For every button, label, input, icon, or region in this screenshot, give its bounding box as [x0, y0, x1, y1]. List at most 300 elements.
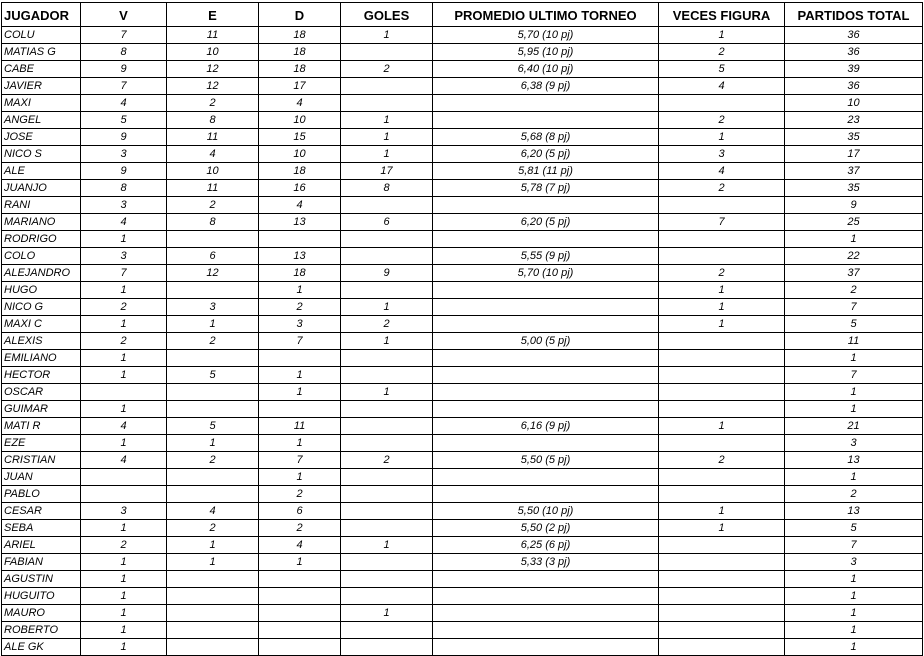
- cell-v: 8: [81, 180, 167, 197]
- cell-promedio: 6,38 (9 pj): [433, 78, 659, 95]
- cell-jugador: MAXI: [2, 95, 81, 112]
- cell-jugador: CRISTIAN: [2, 452, 81, 469]
- cell-e: [167, 282, 259, 299]
- table-row: [2, 299, 923, 316]
- cell-v: 7: [81, 27, 167, 44]
- cell-partidos-total: 3: [785, 435, 923, 452]
- cell-v: 4: [81, 418, 167, 435]
- cell-d: 1: [259, 384, 341, 401]
- cell-e: [167, 639, 259, 656]
- cell-v: 4: [81, 214, 167, 231]
- cell-v: 1: [81, 316, 167, 333]
- cell-jugador: EMILIANO: [2, 350, 81, 367]
- cell-veces-figura: [659, 435, 785, 452]
- cell-promedio: [433, 435, 659, 452]
- cell-veces-figura: 4: [659, 78, 785, 95]
- cell-goles: [341, 78, 433, 95]
- cell-d: 1: [259, 469, 341, 486]
- cell-d: 1: [259, 435, 341, 452]
- cell-d: 4: [259, 537, 341, 554]
- cell-v: 4: [81, 95, 167, 112]
- cell-e: 12: [167, 265, 259, 282]
- cell-e: 2: [167, 333, 259, 350]
- cell-veces-figura: 3: [659, 146, 785, 163]
- table-row: [2, 452, 923, 469]
- cell-partidos-total: 37: [785, 163, 923, 180]
- cell-partidos-total: 1: [785, 605, 923, 622]
- cell-partidos-total: 13: [785, 503, 923, 520]
- header-partidos-total: PARTIDOS TOTAL: [785, 3, 923, 27]
- table-row: [2, 401, 923, 418]
- cell-goles: 1: [341, 146, 433, 163]
- cell-promedio: 5,55 (9 pj): [433, 248, 659, 265]
- cell-promedio: 5,81 (11 pj): [433, 163, 659, 180]
- cell-goles: [341, 571, 433, 588]
- cell-veces-figura: [659, 571, 785, 588]
- cell-veces-figura: 1: [659, 503, 785, 520]
- cell-veces-figura: [659, 350, 785, 367]
- cell-e: 1: [167, 316, 259, 333]
- cell-jugador: ANGEL: [2, 112, 81, 129]
- header-e: E: [167, 3, 259, 27]
- cell-goles: [341, 639, 433, 656]
- cell-jugador: RANI: [2, 197, 81, 214]
- cell-e: [167, 622, 259, 639]
- cell-veces-figura: [659, 231, 785, 248]
- cell-e: 12: [167, 78, 259, 95]
- cell-e: [167, 469, 259, 486]
- cell-veces-figura: [659, 333, 785, 350]
- cell-partidos-total: 25: [785, 214, 923, 231]
- cell-veces-figura: [659, 486, 785, 503]
- table-row: [2, 180, 923, 197]
- cell-veces-figura: [659, 248, 785, 265]
- cell-goles: [341, 350, 433, 367]
- cell-v: 3: [81, 503, 167, 520]
- cell-d: [259, 639, 341, 656]
- table-row: [2, 486, 923, 503]
- cell-partidos-total: 36: [785, 78, 923, 95]
- cell-promedio: 5,00 (5 pj): [433, 333, 659, 350]
- cell-jugador: MATIAS G: [2, 44, 81, 61]
- cell-veces-figura: 2: [659, 452, 785, 469]
- table-row: [2, 639, 923, 656]
- cell-v: 8: [81, 44, 167, 61]
- header-jugador: JUGADOR: [2, 3, 81, 27]
- cell-d: 2: [259, 486, 341, 503]
- cell-e: 11: [167, 129, 259, 146]
- cell-d: 6: [259, 503, 341, 520]
- header-d: D: [259, 3, 341, 27]
- cell-goles: 2: [341, 316, 433, 333]
- cell-goles: [341, 197, 433, 214]
- cell-goles: [341, 44, 433, 61]
- cell-goles: [341, 282, 433, 299]
- cell-d: 7: [259, 333, 341, 350]
- table-row: [2, 605, 923, 622]
- cell-partidos-total: 7: [785, 367, 923, 384]
- cell-veces-figura: 1: [659, 299, 785, 316]
- cell-veces-figura: [659, 639, 785, 656]
- cell-partidos-total: 37: [785, 265, 923, 282]
- cell-partidos-total: 1: [785, 639, 923, 656]
- cell-jugador: COLU: [2, 27, 81, 44]
- cell-partidos-total: 2: [785, 486, 923, 503]
- cell-promedio: 5,50 (2 pj): [433, 520, 659, 537]
- table-row: [2, 537, 923, 554]
- cell-partidos-total: 1: [785, 622, 923, 639]
- cell-promedio: 5,78 (7 pj): [433, 180, 659, 197]
- cell-d: 16: [259, 180, 341, 197]
- cell-e: 3: [167, 299, 259, 316]
- cell-jugador: HUGUITO: [2, 588, 81, 605]
- cell-d: 2: [259, 299, 341, 316]
- cell-veces-figura: [659, 537, 785, 554]
- cell-goles: [341, 588, 433, 605]
- table-row: [2, 78, 923, 95]
- cell-partidos-total: 36: [785, 44, 923, 61]
- cell-veces-figura: 2: [659, 180, 785, 197]
- cell-d: 4: [259, 95, 341, 112]
- cell-d: 2: [259, 520, 341, 537]
- cell-d: [259, 350, 341, 367]
- cell-jugador: CESAR: [2, 503, 81, 520]
- cell-v: 1: [81, 435, 167, 452]
- cell-v: 1: [81, 554, 167, 571]
- cell-v: 1: [81, 231, 167, 248]
- cell-promedio: [433, 367, 659, 384]
- table-row: [2, 469, 923, 486]
- cell-d: 15: [259, 129, 341, 146]
- cell-d: [259, 588, 341, 605]
- header-row: [2, 3, 923, 27]
- cell-v: 3: [81, 146, 167, 163]
- cell-veces-figura: [659, 605, 785, 622]
- cell-e: 1: [167, 554, 259, 571]
- cell-v: 1: [81, 639, 167, 656]
- cell-promedio: 5,33 (3 pj): [433, 554, 659, 571]
- cell-promedio: [433, 469, 659, 486]
- cell-veces-figura: 5: [659, 61, 785, 78]
- cell-goles: 2: [341, 452, 433, 469]
- cell-partidos-total: 36: [785, 27, 923, 44]
- cell-promedio: [433, 231, 659, 248]
- cell-d: 18: [259, 44, 341, 61]
- cell-jugador: ARIEL: [2, 537, 81, 554]
- table-row: [2, 146, 923, 163]
- cell-v: 1: [81, 605, 167, 622]
- cell-jugador: JUAN: [2, 469, 81, 486]
- table-row: [2, 282, 923, 299]
- table-row: [2, 418, 923, 435]
- cell-partidos-total: 17: [785, 146, 923, 163]
- cell-partidos-total: 1: [785, 231, 923, 248]
- cell-veces-figura: [659, 588, 785, 605]
- cell-promedio: [433, 350, 659, 367]
- cell-d: 1: [259, 367, 341, 384]
- cell-veces-figura: [659, 401, 785, 418]
- cell-v: 9: [81, 163, 167, 180]
- cell-partidos-total: 1: [785, 350, 923, 367]
- cell-partidos-total: 3: [785, 554, 923, 571]
- table-row: [2, 27, 923, 44]
- cell-v: 5: [81, 112, 167, 129]
- cell-partidos-total: 11: [785, 333, 923, 350]
- cell-v: 2: [81, 537, 167, 554]
- cell-goles: [341, 231, 433, 248]
- cell-e: 8: [167, 112, 259, 129]
- cell-partidos-total: 23: [785, 112, 923, 129]
- cell-v: 1: [81, 282, 167, 299]
- cell-jugador: ROBERTO: [2, 622, 81, 639]
- cell-v: 1: [81, 622, 167, 639]
- table-row: [2, 231, 923, 248]
- cell-veces-figura: 1: [659, 316, 785, 333]
- table-row: [2, 265, 923, 282]
- cell-goles: 17: [341, 163, 433, 180]
- cell-veces-figura: 1: [659, 520, 785, 537]
- cell-d: [259, 571, 341, 588]
- cell-jugador: JAVIER: [2, 78, 81, 95]
- table-row: [2, 214, 923, 231]
- cell-d: [259, 401, 341, 418]
- cell-d: [259, 231, 341, 248]
- cell-partidos-total: 7: [785, 299, 923, 316]
- cell-e: 2: [167, 520, 259, 537]
- cell-e: [167, 350, 259, 367]
- cell-partidos-total: 10: [785, 95, 923, 112]
- table-header: [2, 3, 923, 27]
- cell-goles: 1: [341, 537, 433, 554]
- table-row: [2, 44, 923, 61]
- table-row: [2, 588, 923, 605]
- cell-v: 2: [81, 333, 167, 350]
- cell-promedio: [433, 486, 659, 503]
- cell-v: 9: [81, 61, 167, 78]
- cell-jugador: MAXI C: [2, 316, 81, 333]
- cell-veces-figura: [659, 367, 785, 384]
- cell-jugador: JUANJO: [2, 180, 81, 197]
- table-row: [2, 248, 923, 265]
- cell-goles: [341, 401, 433, 418]
- cell-v: 1: [81, 401, 167, 418]
- cell-e: 12: [167, 61, 259, 78]
- table-row: [2, 197, 923, 214]
- cell-promedio: [433, 639, 659, 656]
- cell-partidos-total: 1: [785, 469, 923, 486]
- cell-d: 18: [259, 265, 341, 282]
- cell-d: 13: [259, 248, 341, 265]
- header-promedio: PROMEDIO ULTIMO TORNEO: [433, 3, 659, 27]
- cell-promedio: [433, 95, 659, 112]
- cell-promedio: [433, 571, 659, 588]
- cell-goles: [341, 520, 433, 537]
- cell-promedio: 5,70 (10 pj): [433, 27, 659, 44]
- cell-partidos-total: 1: [785, 588, 923, 605]
- cell-d: 13: [259, 214, 341, 231]
- cell-partidos-total: 9: [785, 197, 923, 214]
- cell-promedio: 5,70 (10 pj): [433, 265, 659, 282]
- cell-veces-figura: [659, 469, 785, 486]
- cell-e: [167, 231, 259, 248]
- cell-v: [81, 384, 167, 401]
- cell-jugador: HECTOR: [2, 367, 81, 384]
- cell-veces-figura: [659, 384, 785, 401]
- table-row: [2, 622, 923, 639]
- cell-goles: [341, 418, 433, 435]
- cell-d: 10: [259, 112, 341, 129]
- cell-d: 18: [259, 163, 341, 180]
- cell-d: [259, 605, 341, 622]
- cell-jugador: JOSE: [2, 129, 81, 146]
- cell-partidos-total: 1: [785, 401, 923, 418]
- cell-partidos-total: 35: [785, 180, 923, 197]
- table-row: [2, 129, 923, 146]
- cell-goles: [341, 435, 433, 452]
- cell-e: [167, 486, 259, 503]
- cell-v: 1: [81, 588, 167, 605]
- table-row: [2, 333, 923, 350]
- cell-goles: 1: [341, 129, 433, 146]
- table-row: [2, 520, 923, 537]
- table-row: [2, 95, 923, 112]
- cell-jugador: ALEJANDRO: [2, 265, 81, 282]
- cell-partidos-total: 35: [785, 129, 923, 146]
- cell-jugador: PABLO: [2, 486, 81, 503]
- cell-jugador: RODRIGO: [2, 231, 81, 248]
- cell-e: 10: [167, 163, 259, 180]
- cell-promedio: [433, 622, 659, 639]
- cell-e: 1: [167, 537, 259, 554]
- cell-goles: 8: [341, 180, 433, 197]
- cell-goles: [341, 503, 433, 520]
- cell-promedio: [433, 605, 659, 622]
- cell-goles: [341, 367, 433, 384]
- cell-promedio: [433, 282, 659, 299]
- cell-promedio: 5,50 (10 pj): [433, 503, 659, 520]
- cell-veces-figura: 2: [659, 112, 785, 129]
- cell-goles: [341, 554, 433, 571]
- cell-d: 3: [259, 316, 341, 333]
- cell-veces-figura: 1: [659, 418, 785, 435]
- cell-e: 10: [167, 44, 259, 61]
- cell-goles: [341, 95, 433, 112]
- cell-e: 11: [167, 27, 259, 44]
- cell-jugador: COLO: [2, 248, 81, 265]
- cell-promedio: 5,50 (5 pj): [433, 452, 659, 469]
- cell-jugador: AGUSTIN: [2, 571, 81, 588]
- cell-promedio: 6,16 (9 pj): [433, 418, 659, 435]
- cell-v: 9: [81, 129, 167, 146]
- cell-partidos-total: 39: [785, 61, 923, 78]
- cell-partidos-total: 5: [785, 520, 923, 537]
- table-row: [2, 503, 923, 520]
- cell-d: 10: [259, 146, 341, 163]
- cell-jugador: CABE: [2, 61, 81, 78]
- cell-veces-figura: 2: [659, 44, 785, 61]
- cell-goles: 1: [341, 333, 433, 350]
- player-stats-table: [1, 2, 923, 656]
- cell-e: 4: [167, 146, 259, 163]
- cell-goles: [341, 622, 433, 639]
- cell-partidos-total: 7: [785, 537, 923, 554]
- cell-partidos-total: 1: [785, 384, 923, 401]
- cell-promedio: [433, 112, 659, 129]
- table-row: [2, 554, 923, 571]
- cell-jugador: GUIMAR: [2, 401, 81, 418]
- cell-v: 7: [81, 265, 167, 282]
- cell-goles: 9: [341, 265, 433, 282]
- cell-e: 11: [167, 180, 259, 197]
- cell-jugador: EZE: [2, 435, 81, 452]
- header-goles: GOLES: [341, 3, 433, 27]
- cell-e: [167, 571, 259, 588]
- cell-jugador: MAURO: [2, 605, 81, 622]
- table-row: [2, 350, 923, 367]
- cell-e: 4: [167, 503, 259, 520]
- cell-goles: 1: [341, 384, 433, 401]
- cell-jugador: MATI R: [2, 418, 81, 435]
- cell-promedio: [433, 401, 659, 418]
- cell-v: 3: [81, 248, 167, 265]
- table-row: [2, 112, 923, 129]
- cell-partidos-total: 1: [785, 571, 923, 588]
- cell-v: 2: [81, 299, 167, 316]
- cell-promedio: 6,20 (5 pj): [433, 214, 659, 231]
- cell-v: 1: [81, 571, 167, 588]
- cell-d: 17: [259, 78, 341, 95]
- cell-goles: 1: [341, 299, 433, 316]
- table-row: [2, 163, 923, 180]
- cell-v: [81, 469, 167, 486]
- table-row: [2, 384, 923, 401]
- cell-partidos-total: 21: [785, 418, 923, 435]
- cell-promedio: [433, 588, 659, 605]
- table-body: [2, 27, 923, 656]
- cell-jugador: HUGO: [2, 282, 81, 299]
- cell-d: 1: [259, 554, 341, 571]
- cell-promedio: 6,20 (5 pj): [433, 146, 659, 163]
- cell-e: [167, 401, 259, 418]
- cell-d: [259, 622, 341, 639]
- cell-promedio: 5,68 (8 pj): [433, 129, 659, 146]
- cell-goles: 6: [341, 214, 433, 231]
- cell-partidos-total: 13: [785, 452, 923, 469]
- cell-d: 11: [259, 418, 341, 435]
- cell-jugador: MARIANO: [2, 214, 81, 231]
- cell-d: 7: [259, 452, 341, 469]
- header-veces-figura: VECES FIGURA: [659, 3, 785, 27]
- cell-jugador: ALEXIS: [2, 333, 81, 350]
- cell-e: [167, 384, 259, 401]
- cell-veces-figura: [659, 95, 785, 112]
- cell-jugador: ALE: [2, 163, 81, 180]
- cell-d: 18: [259, 61, 341, 78]
- cell-jugador: OSCAR: [2, 384, 81, 401]
- cell-e: 1: [167, 435, 259, 452]
- cell-promedio: [433, 316, 659, 333]
- cell-promedio: 5,95 (10 pj): [433, 44, 659, 61]
- cell-veces-figura: 1: [659, 282, 785, 299]
- cell-partidos-total: 5: [785, 316, 923, 333]
- cell-e: 2: [167, 452, 259, 469]
- cell-goles: 1: [341, 112, 433, 129]
- cell-e: 5: [167, 367, 259, 384]
- cell-jugador: ALE GK: [2, 639, 81, 656]
- cell-goles: 2: [341, 61, 433, 78]
- cell-e: 5: [167, 418, 259, 435]
- cell-e: [167, 588, 259, 605]
